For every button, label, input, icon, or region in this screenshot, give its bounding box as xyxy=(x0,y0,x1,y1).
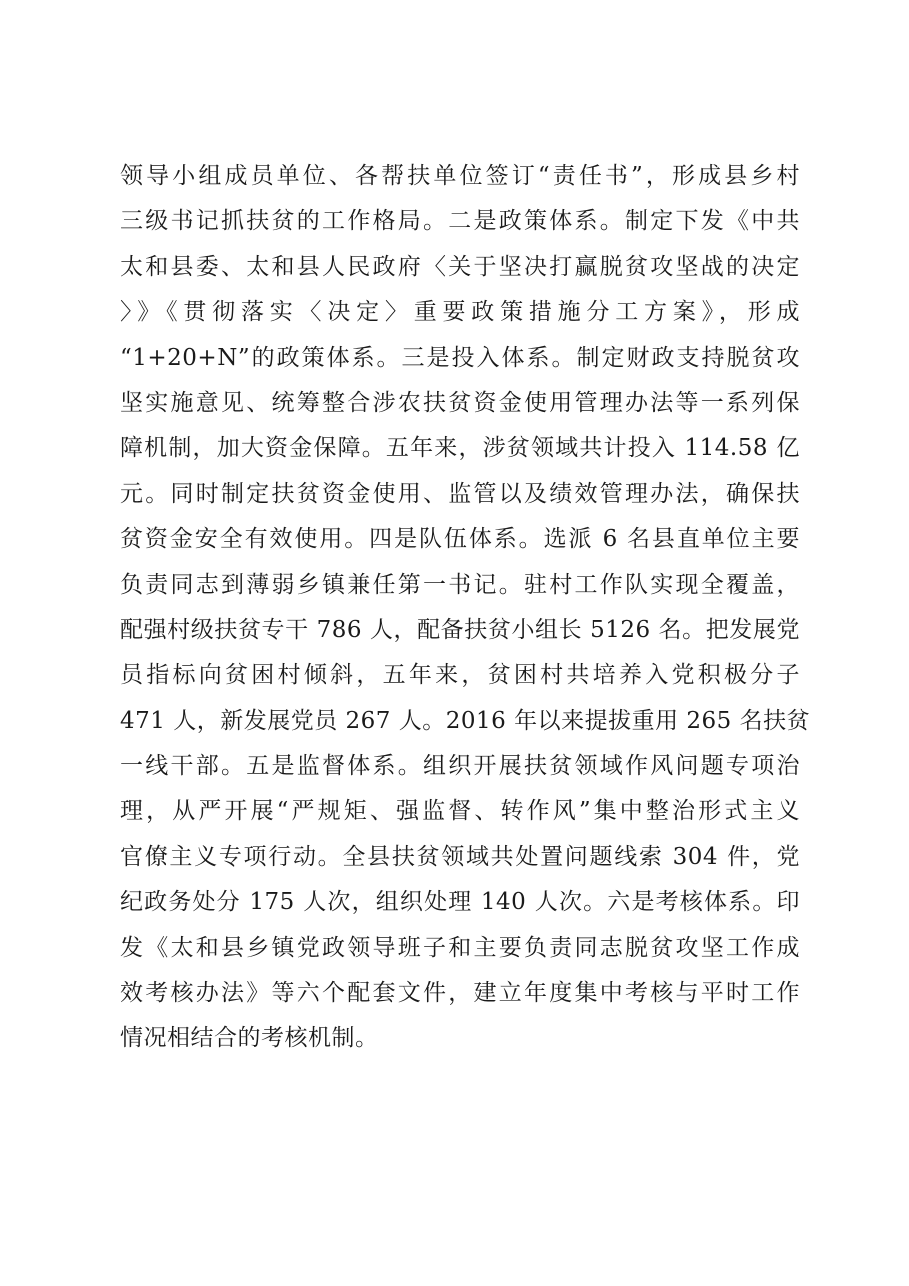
text-line-12: 员指标向贫困村倾斜，五年来，贫困村共培养入党积极分子 xyxy=(120,662,800,689)
text-line-2: 三级书记抓扶贫的工作格局。二是政策体系。制定下发《中共 xyxy=(120,208,800,235)
text-line-19: 效考核办法》等六个配套文件，建立年度集中考核与平时工作 xyxy=(120,980,800,1007)
body-paragraph xyxy=(120,154,811,1062)
text-line-8: 元。同时制定扶贫资金使用、监管以及绩效管理办法，确保扶 xyxy=(120,480,800,507)
text-line-6: 坚实施意见、统筹整合涉农扶贫资金使用管理办法等一系列保 xyxy=(120,389,800,416)
text-line-16: 官僚主义专项行动。全县扶贫领域共处置问题线索 304 件，党 xyxy=(120,843,800,870)
text-line-10: 负责同志到薄弱乡镇兼任第一书记。驻村工作队实现全覆盖， xyxy=(120,571,800,598)
text-line-18: 发《太和县乡镇党政领导班子和主要负责同志脱贫攻坚工作成 xyxy=(120,934,800,961)
text-line-11: 配强村级扶贫专干 786 人，配备扶贫小组长 5126 名。把发展党 xyxy=(120,616,800,643)
text-line-4: 〉》《贯彻落实〈决定〉重要政策措施分工方案》，形成 xyxy=(120,299,800,326)
text-line-1: 领导小组成员单位、各帮扶单位签订“责任书”，形成县乡村 xyxy=(120,163,800,189)
text-line-13: 471 人，新发展党员 267 人。2016 年以来提拔重用 265 名扶贫 xyxy=(120,707,811,734)
text-line-15: 理，从严开展“严规矩、强监督、转作风”集中整治形式主义 xyxy=(120,798,800,825)
text-line-17: 纪政务处分 175 人次，组织处理 140 人次。六是考核体系。印 xyxy=(120,889,800,916)
text-line-3: 太和县委、太和县人民政府〈关于坚决打赢脱贫攻坚战的决定 xyxy=(120,253,800,280)
text-line-9: 贫资金安全有效使用。四是队伍体系。选派 6 名县直单位主要 xyxy=(120,526,800,553)
text-line-7: 障机制，加大资金保障。五年来，涉贫领域共计投入 114.58 亿 xyxy=(120,435,800,462)
text-line-5: “1+20+N”的政策体系。三是投入体系。制定财政支持脱贫攻 xyxy=(120,344,800,371)
text-line-14: 一线干部。五是监督体系。组织开展扶贫领域作风问题专项治 xyxy=(120,753,800,780)
text-line-20: 情况相结合的考核机制。 xyxy=(120,1025,379,1052)
